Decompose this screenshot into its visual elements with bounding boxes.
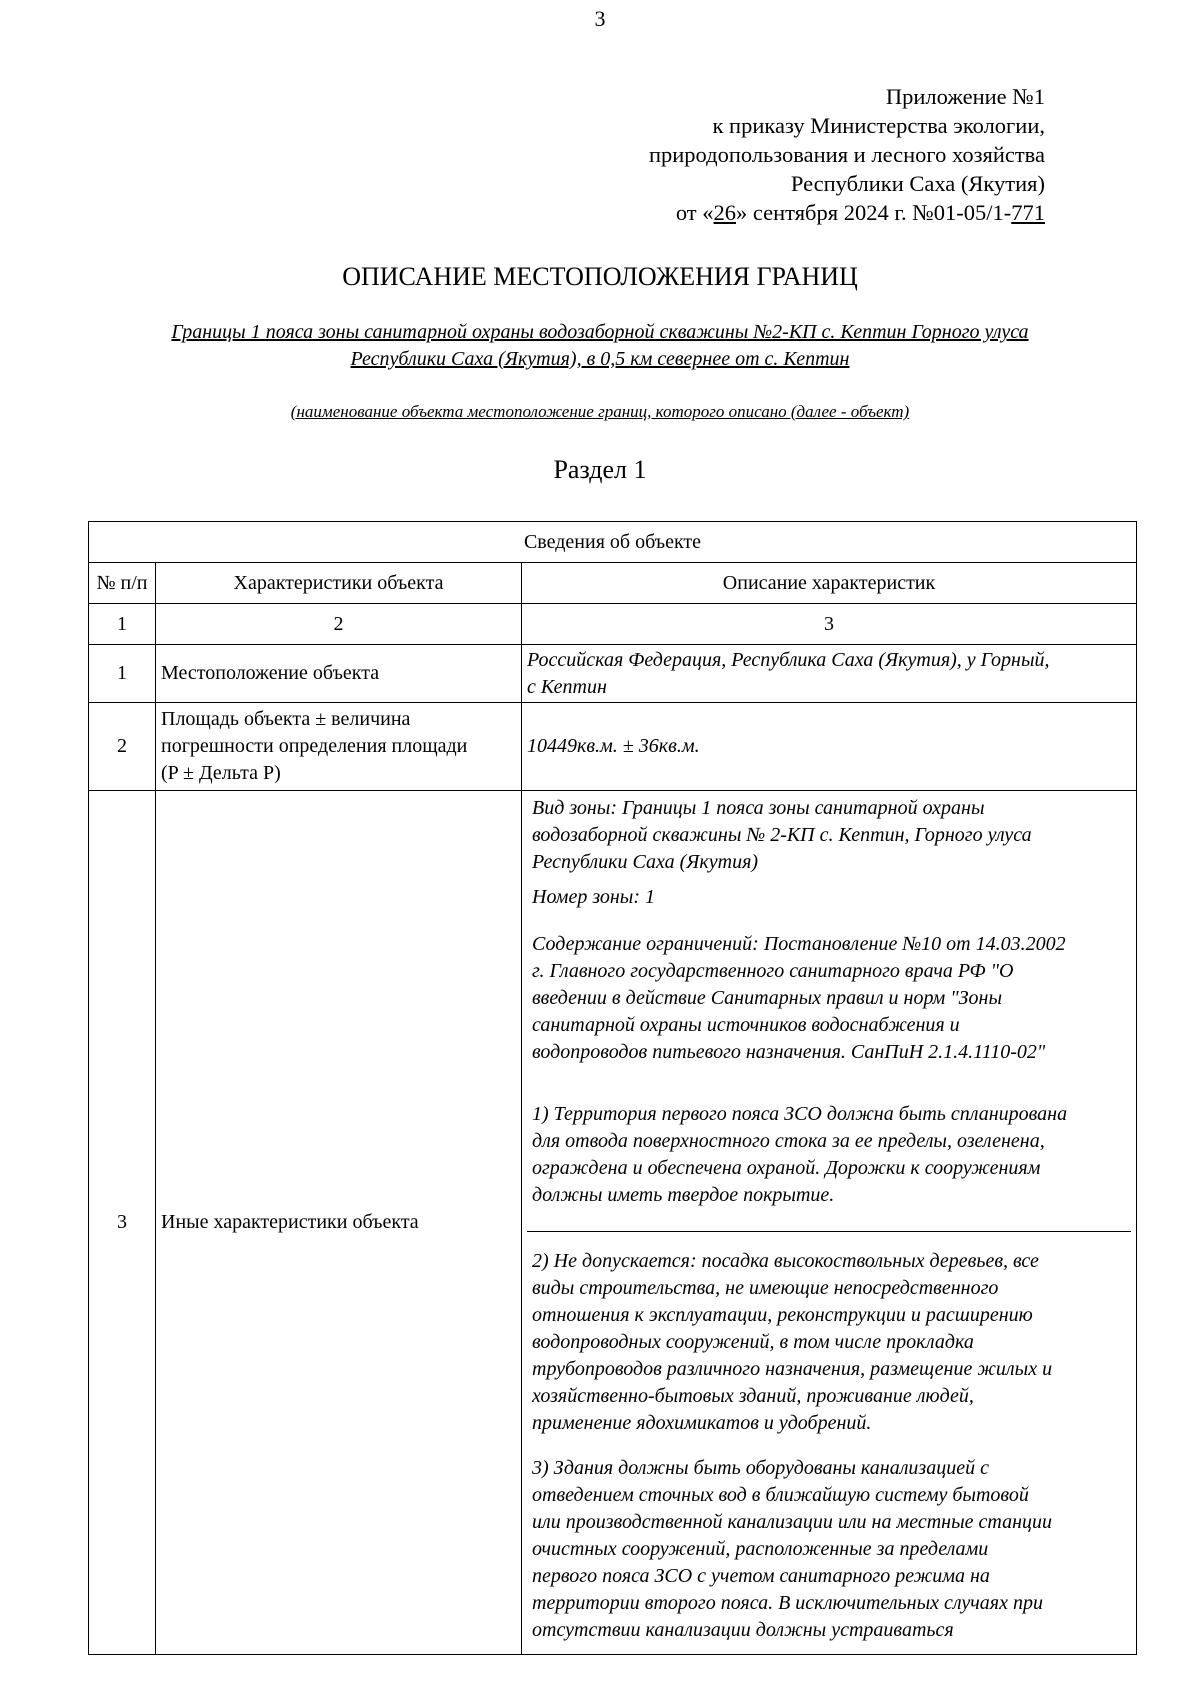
item2-line: водопроводных сооружений, в том числе прокладка (532, 1331, 974, 1353)
appendix-header (485, 82, 1045, 227)
row-description (522, 791, 1137, 1655)
item3-line: отсутствии канализации должны устраиваться (532, 1619, 954, 1641)
table-caption-row (89, 522, 1137, 563)
row-description: 10449кв.м. ± 36кв.м. (522, 703, 1137, 791)
date-prefix: от « (675, 200, 714, 225)
header-number: № п/п (89, 563, 156, 604)
section-title: Раздел 1 (553, 455, 647, 484)
item2-line: 2) Не допускается: посадка высокоствольных деревьев, все (532, 1250, 1039, 1272)
item3-line: первого пояса ЗСО с учетом санитарного режима на (532, 1565, 990, 1587)
restrictions-line: водопроводов питьевого назначения. СанПиН 2.1.4.1110-02" (532, 1041, 1046, 1063)
order-number: 771 (1011, 200, 1045, 225)
object-name (100, 319, 1100, 373)
description-block-1 (527, 791, 1131, 1232)
header-description: Описание характеристик (522, 563, 1137, 604)
row-number: 3 (89, 791, 156, 1655)
appendix-date-line (485, 198, 1045, 227)
row-number: 2 (89, 703, 156, 791)
appendix-line: к приказу Министерства экологии, (712, 113, 1045, 138)
row-description (522, 645, 1137, 703)
page-number: 3 (594, 6, 606, 31)
table-row (89, 791, 1137, 1655)
item3-line: отведением сточных вод в ближайшую систему бытовой (532, 1484, 1029, 1506)
zone-type-line: водозаборной скважины № 2-КП с. Кептин, Горного улуса (532, 824, 1032, 846)
item3-line: или производственной канализации или на местные станции (532, 1511, 1052, 1533)
table-row (89, 645, 1137, 703)
column-number: 3 (522, 604, 1137, 645)
appendix-line: Республики Саха (Якутия) (790, 171, 1045, 196)
restrictions-line: г. Главного государственного санитарного врача РФ "О (532, 960, 1014, 982)
restrictions-line: Содержание ограничений: Постановление №10 от 14.03.2002 (532, 933, 1066, 955)
column-number: 2 (156, 604, 522, 645)
table-caption: Сведения об объекте (89, 522, 1137, 563)
item1-line: 1) Территория первого пояса ЗСО должна быть спланирована (532, 1103, 1068, 1125)
characteristic-line: (P ± Дельта P) (161, 762, 281, 784)
object-name-hint: (наименование объекта местоположение границ, которого описано (далее - объект) (290, 402, 910, 421)
appendix-line: Приложение №1 (885, 84, 1045, 109)
characteristic-line: погрешности определения площади (161, 735, 468, 757)
characteristic-line: Площадь объекта ± величина (161, 708, 411, 730)
table-row (89, 703, 1137, 791)
row-characteristic: Иные характеристики объекта (156, 791, 522, 1655)
zone-type-line: Вид зоны: Границы 1 пояса зоны санитарной охраны (532, 797, 985, 819)
row-characteristic (156, 703, 522, 791)
appendix-line: природопользования и лесного хозяйства (648, 142, 1045, 167)
description-line: Российская Федерация, Республика Саха (Якутия), у Горный, (527, 648, 1050, 671)
date-middle: » сентября 2024 г. №01-05/1- (736, 200, 1012, 225)
object-name-line: Республики Саха (Якутия), в 0,5 км севернее от с. Кептин (350, 348, 850, 370)
row-number: 1 (89, 645, 156, 703)
item2-line: виды строительства, не имеющие непосредственного (532, 1277, 999, 1299)
item1-line: для отвода поверхностного стока за ее пределы, озеленена, (532, 1130, 1045, 1152)
row-characteristic: Местоположение объекта (156, 645, 522, 703)
table-header-row (89, 563, 1137, 604)
header-characteristic: Характеристики объекта (156, 563, 522, 604)
document-title: ОПИСАНИЕ МЕСТОПОЛОЖЕНИЯ ГРАНИЦ (342, 262, 858, 291)
restrictions-line: санитарной охраны источников водоснабжения и (532, 1014, 960, 1036)
description-block-2 (527, 1232, 1131, 1654)
date-day: 26 (713, 200, 736, 225)
description-line: с Кептин (527, 675, 607, 698)
item3-line: очистных сооружений, расположенные за пределами (532, 1538, 989, 1560)
zone-type-line: Республики Саха (Якутия) (532, 851, 759, 873)
item2-line: применение ядохимикатов и удобрений. (532, 1412, 872, 1434)
item1-line: должны иметь твердое покрытие. (532, 1184, 835, 1206)
item2-line: трубопроводов различного назначения, размещение жилых и (532, 1358, 1053, 1380)
item3-line: 3) Здания должны быть оборудованы канализацией с (532, 1457, 989, 1479)
item3-line: территории второго пояса. В исключительных случаях при (532, 1592, 1043, 1614)
item2-line: хозяйственно-бытовых зданий, проживание людей, (532, 1385, 974, 1407)
column-number-row (89, 604, 1137, 645)
item2-line: отношения к эксплуатации, реконструкции и расширению (532, 1304, 1033, 1326)
object-name-line: Границы 1 пояса зоны санитарной охраны водозаборной скважины №2-КП с. Кептин Горного улуса (171, 321, 1029, 343)
restrictions-line: введении в действие Санитарных правил и норм "Зоны (532, 987, 1002, 1009)
column-number: 1 (89, 604, 156, 645)
zone-number: Номер зоны: 1 (532, 886, 655, 908)
item1-line: ограждена и обеспечена охраной. Дорожки к сооружениям (532, 1157, 1041, 1179)
object-info-table (88, 521, 1137, 1655)
